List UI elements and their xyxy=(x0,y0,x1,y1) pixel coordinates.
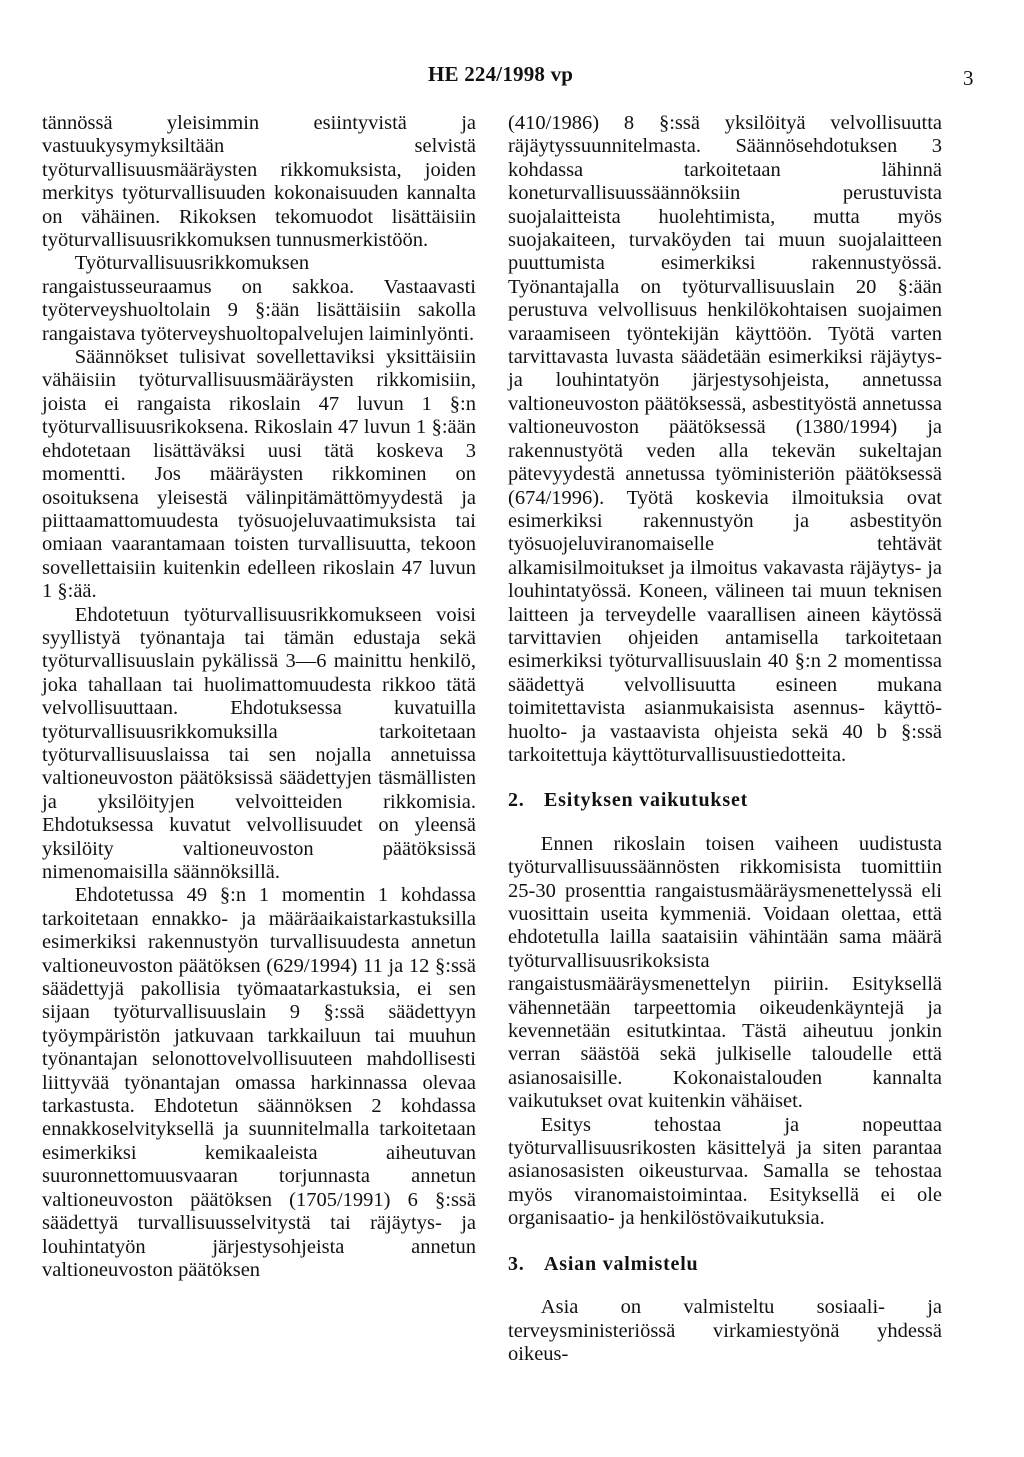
paragraph: Esitys tehostaa ja nopeuttaa työturvallisuusrikosten käsittelyä ja siten parantaa asianosasisten oikeusturvaa. Samalla se tehostaa myös viranomaistoimintaa. Esityksellä ei ole organisaatio- ja henkilöstövaikutuksia. xyxy=(508,1113,942,1230)
section-title: Asian valmistelu xyxy=(544,1252,699,1275)
paragraph: Säännökset tulisivat sovellettaviksi yksittäisiin vähäisiin työturvallisuusmääräysten rikkomisiin, joista ei rangaista rikoslain 47 luvun 1 §:n työturvallisuusrikoksena. Rikoslain 47 luvun 1 §:ään ehdotetaan lisättäväksi uusi tätä koskeva 3 momentti. Jos määräysten rikkominen on osoituksena yleisestä välinpitämättömyydestä ja piittaamattomuudesta työsuojeluvaatimuksista tai omiaan vaarantamaan toisten turvallisuutta, tekoon sovellettaisiin kuitenkin edelleen rikoslain 47 luvun 1 §:ää. xyxy=(42,346,476,603)
section-number: 2. xyxy=(508,789,525,812)
paragraph: tännössä yleisimmin esiintyvistä ja vastuukysymyksiltään selvistä työturvallisuusmääräysten rikkomuksista, joiden merkitys työturvallisuuden kokonaisuuden kannalta on vähäinen. Rikoksen tekomuodot lisättäisiin työturvallisuusrikkomuksen tunnusmerkistöön. xyxy=(42,112,476,252)
paragraph: (410/1986) 8 §:ssä yksilöityä velvollisuutta räjäytyssuunnitelmasta. Säännösehdotuksen 3 kohdassa tarkoitetaan lähinnä koneturvallisuussäännöksiin perustuvista suojalaitteista huolehtimista, mutta myös suojakaiteen, turvaköyden tai muun suojalaitteen puuttumista esimerkiksi rakennustyössä. Työnantajalla on työturvallisuuslain 20 §:ään perustuva velvollisuus henkilökohtaisen suojaimen varaamiseen työntekijän käyttöön. Työtä varten tarvittavasta luvasta säädetään esimerkiksi räjäytys- ja louhintatyön järjestysohjeista, annetussa valtioneuvoston päätöksessä, asbestityöstä annetussa valtioneuvoston päätöksessä (1380/1994) ja rakennustyötä veden alla tekevän sukeltajan pätevyydestä annetussa työministeriön päätöksessä (674/1996). Työtä koskevia ilmoituksia ovat esimerkiksi rakennustyön ja asbestityön työsuojeluviranomaiselle tehtävät alkamisilmoitukset ja ilmoitus vakavasta räjäytys- ja louhintatyössä. Koneen, välineen tai muun teknisen laitteen ja terveydelle vaarallisen aineen käytössä tarvittavien ohjeiden antamisella tarkoitetaan esimerkiksi työturvallisuuslain 40 §:n 2 momentissa säädettyä velvollisuutta esineen mukana toimitettavista asianmukaisista asennus- käyttö- huolto- ja vastaavista ohjeista sekä 40 b §:ssä tarkoitettuja käyttöturvallisuustiedotteita. xyxy=(508,112,942,766)
paragraph: Ehdotetuun työturvallisuusrikkomukseen voisi syyllistyä työnantaja tai tämän edustaja sekä työturvallisuuslain pykälissä 3—6 mainittu henkilö, joka tahallaan tai huolimattomuudesta rikkoo tätä velvollisuuttaan. Ehdotuksessa kuvatuilla työturvallisuusrikkomuksilla tarkoitetaan työturvallisuuslaissa tai sen nojalla annetuissa valtioneuvoston päätöksissä säädettyjen täsmällisten ja yksilöityjen velvoitteiden rikkomisia. Ehdotuksessa kuvatut velvollisuudet on yleensä yksilöity valtioneuvoston päätöksissä nimenomaisilla säännöksillä. xyxy=(42,603,476,883)
page-number: 3 xyxy=(963,66,974,90)
section-title: Esityksen vaikutukset xyxy=(544,789,749,812)
paragraph: Ennen rikoslain toisen vaiheen uudistusta työturvallisuussäännösten rikkomisista tuomittiin 25-30 prosenttia rangaistusmääräysmenettelyssä eli vuosittain useita kymmeniä. Voidaan olettaa, että ehdotetulla lailla saataisiin vähintään sama määrä työturvallisuusrikoksista rangaistusmääräysmenettelyn piiriin. Esityksellä vähennetään tarpeettomia oikeudenkäyntejä ja kevennetään esitutkintaa. Tästä aiheutuu jonkin verran säästöä sekä julkiselle taloudelle että asianosaisille. Kokonaistalouden kannalta vaikutukset ovat kuitenkin vähäiset. xyxy=(508,832,942,1113)
section-heading xyxy=(508,1253,942,1276)
right-column xyxy=(508,112,942,1366)
document-code: HE 224/1998 vp xyxy=(428,62,574,86)
paragraph: Ehdotetussa 49 §:n 1 momentin 1 kohdassa tarkoitetaan ennakko- ja määräaikaistarkastuksilla esimerkiksi rakennustyön turvallisuudesta annetun valtioneuvoston päätöksen (629/1994) 11 ja 12 §:ssä säädettyjä pakollisia työmaatarkastuksia, ei sen sijaan työturvallisuuslain 9 §:ssä säädettyyn työympäristön jatkuvaan tarkkailuun tai muuhun työnantajan selonottovelvollisuuteen mahdollisesti liittyvää työnantajan omassa harkinnassa olevaa tarkastusta. Ehdotetun säännöksen 2 kohdassa ennakkoselvityksellä ja suunnitelmalla tarkoitetaan esimerkiksi kemikaaleista aiheutuvan suuronnettomuusvaaran torjunnasta annetun valtioneuvoston päätöksen (1705/1991) 6 §:ssä säädettyä turvallisuusselvitystä tai räjäytys- ja louhintatyön järjestysohjeista annetun valtioneuvoston päätöksen xyxy=(42,884,476,1281)
paragraph: Asia on valmisteltu sosiaali- ja terveysministeriössä virkamiestyönä yhdessä oikeus- xyxy=(508,1296,942,1365)
paragraph: Työturvallisuusrikkomuksen rangaistusseuraamus on sakkoa. Vastaavasti työterveyshuoltolain 9 §:ään lisättäisiin sakolla rangaistava työterveyshuoltopalvelujen laiminlyönti. xyxy=(42,252,476,345)
section-heading xyxy=(508,789,942,812)
left-column xyxy=(42,112,476,1282)
section-number: 3. xyxy=(508,1252,525,1275)
